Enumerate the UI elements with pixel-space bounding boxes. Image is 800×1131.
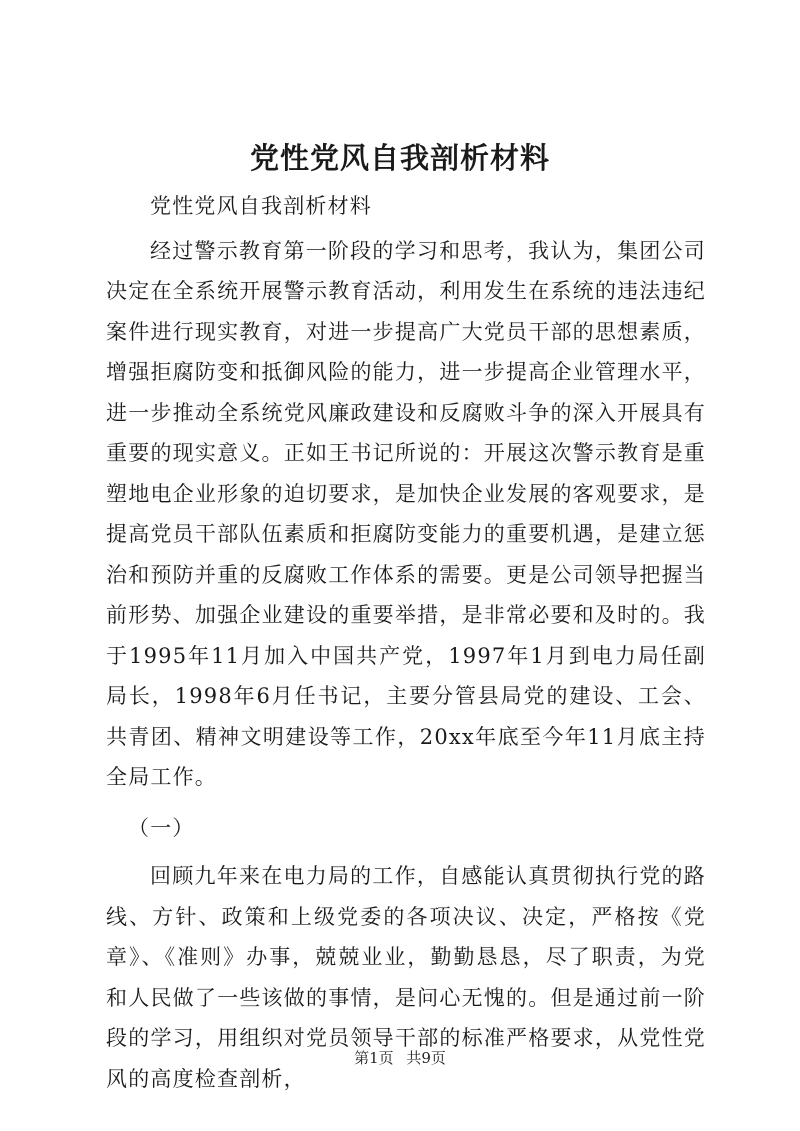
document-title: 党性党风自我剖析材料 — [249, 141, 550, 175]
paragraph-2: 回顾九年来在电力局的工作，自感能认真贯彻执行党的路线、方针、政策和上级党委的各项决议、决定，严格按《党章》、《准则》办事，兢兢业业，勤勤恳恳，尽了职责，为党和人民做了一些该做的事情，是问心无愧的。但是通过前一阶段的学习，用组织对党员领导干部的标准严格要求，从党性党风的高度检查剖析， — [106, 864, 706, 1091]
document-subtitle: 党性党风自我剖析材料 — [150, 194, 372, 218]
page-number: 第1页 — [354, 1049, 394, 1067]
paragraph-1: 经过警示教育第一阶段的学习和思考，我认为，集团公司决定在全系统开展警示教育活动，利用发生在系统的违法违纪案件进行现实教育，对进一步提高广大党员干部的思想素质，增强拒腐防变和抵御风险的能力，进一步提高企业管理水平，进一步推动全系统党风廉政建设和反腐败斗争的深入开展具有重要的现实意义。正如王书记所说的：开展这次警示教育是重塑地电企业形象的迫切要求，是加快企业发展的客观要求，是提高党员干部队伍素质和拒腐防变能力的重要机遇，是建立惩治和预防并重的反腐败工作体系的需要。更是公司领导把握当前形势、加强企业建设的重要举措，是非常必要和及时的。我于1995年11月加入中国共产党，1997年1月到电力局任副局长，1998年6月任书记，主要分管县局党的建设、工会、共青团、精神文明建设等工作，20xx年底至今年11月底主持全局工作。 — [106, 238, 706, 789]
page-footer — [0, 1047, 800, 1068]
page-total: 共9页 — [406, 1049, 446, 1067]
section-mark: （一） — [128, 815, 195, 840]
document-body — [106, 186, 706, 1099]
